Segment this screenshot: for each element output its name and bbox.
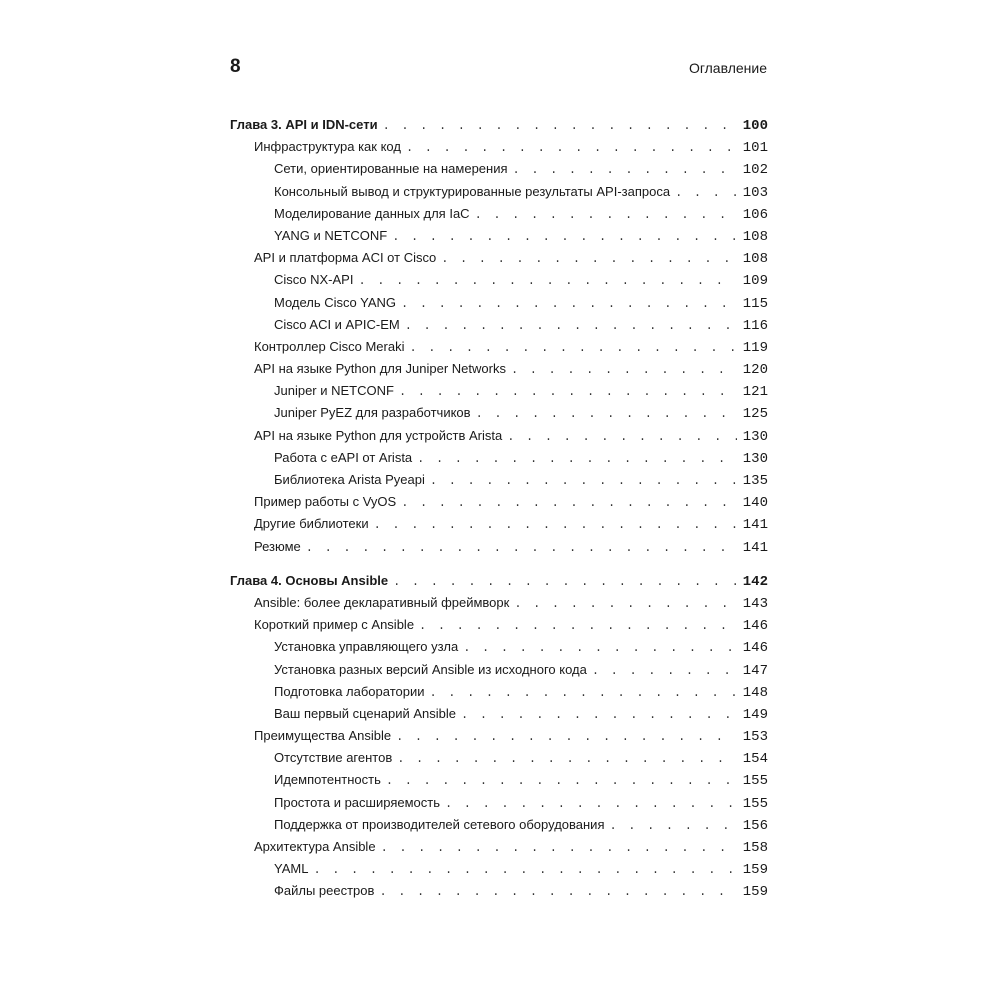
toc-entry-page: 155 <box>742 773 768 790</box>
toc-entry-title: Работа с eAPI от Arista <box>274 449 413 465</box>
toc-section <box>230 494 768 516</box>
toc-subsection <box>230 861 768 883</box>
toc-entry-title: Подготовка лаборатории <box>274 683 425 699</box>
toc-entry-page: 142 <box>742 573 768 590</box>
toc-subsection <box>230 295 768 317</box>
dot-leader <box>445 797 737 811</box>
toc-entry-title: Глава 3. API и IDN-сети <box>230 117 378 132</box>
dot-leader <box>313 863 736 877</box>
toc-entry-title: Ваш первый сценарий Ansible <box>274 705 457 721</box>
toc-subsection <box>230 272 768 294</box>
toc-subsection <box>230 472 768 494</box>
toc-entry-title: Cisco ACI и APIC-EM <box>274 316 400 332</box>
dot-leader <box>379 885 736 899</box>
toc-entry-title: API на языке Python для Juniper Networks <box>254 361 506 377</box>
toc-subsection <box>230 184 768 206</box>
toc-entry-page: 159 <box>742 862 768 879</box>
dot-leader <box>592 664 737 678</box>
toc-entry-page: 146 <box>742 640 768 657</box>
toc-entry-page: 154 <box>742 751 768 768</box>
toc-entry-page: 108 <box>742 228 768 245</box>
toc-entry-page: 103 <box>742 184 768 201</box>
toc-entry-page: 159 <box>742 884 768 901</box>
toc-entry-title: Juniper PyEZ для разработчиков <box>274 405 471 421</box>
toc-entry-title: Простота и расширяемость <box>274 794 440 810</box>
toc-entry-title: YAML <box>274 861 309 877</box>
dot-leader <box>475 208 737 222</box>
toc-entry-title: Пример работы с VyOS <box>254 494 397 510</box>
toc-entry-title: Идемпотентность <box>274 772 381 788</box>
dot-leader <box>417 452 737 466</box>
toc-subsection <box>230 383 768 405</box>
toc-entry-title: Cisco NX-API <box>274 272 354 288</box>
toc-entry-page: 115 <box>742 295 768 312</box>
dot-leader <box>399 385 737 399</box>
toc-entry-page: 121 <box>742 384 768 401</box>
toc-entry-page: 141 <box>742 517 768 534</box>
dot-leader <box>358 274 736 288</box>
toc-subsection <box>230 772 768 794</box>
toc-subsection <box>230 817 768 839</box>
toc-entry-title: Ansible: более декларативный фреймворк <box>254 594 510 610</box>
toc-section <box>230 539 768 561</box>
toc-subsection <box>230 883 768 905</box>
dot-leader <box>397 752 737 766</box>
toc-entry-page: 116 <box>742 317 768 334</box>
toc-entry-page: 149 <box>742 706 768 723</box>
toc-entry-page: 130 <box>742 428 768 445</box>
dot-leader <box>383 119 737 133</box>
dot-leader <box>406 141 737 155</box>
toc-entry-page: 130 <box>742 450 768 467</box>
toc-entry-title: Консольный вывод и структурированные результаты API-запроса <box>274 183 671 199</box>
toc-entry-title: Файлы реестров <box>274 883 375 899</box>
dot-leader <box>393 575 737 589</box>
toc-entry-title: Другие библиотеки <box>254 516 369 532</box>
toc-section <box>230 428 768 450</box>
dot-leader <box>511 363 737 377</box>
toc-entry-page: 140 <box>742 495 768 512</box>
toc-entry-title: Инфраструктура как код <box>254 139 401 155</box>
toc-entry-page: 155 <box>742 795 768 812</box>
toc-section <box>230 595 768 617</box>
toc-entry-page: 148 <box>742 684 768 701</box>
toc-subsection <box>230 450 768 472</box>
toc-section <box>230 617 768 639</box>
dot-leader <box>396 730 737 744</box>
toc-subsection <box>230 662 768 684</box>
toc-entry-page: 153 <box>742 729 768 746</box>
dot-leader <box>675 186 737 200</box>
toc-chapter-heading <box>230 117 768 139</box>
toc-entry-title: Отсутствие агентов <box>274 750 393 766</box>
dot-leader <box>401 297 737 311</box>
toc-entry-title: Поддержка от производителей сетевого оборудования <box>274 816 605 832</box>
dot-leader <box>430 474 737 488</box>
dot-leader <box>609 819 736 833</box>
toc-entry-title: Моделирование данных для IaC <box>274 205 470 221</box>
toc-subsection <box>230 206 768 228</box>
toc-entry-title: Резюме <box>254 538 301 554</box>
toc-subsection <box>230 750 768 772</box>
toc-subsection <box>230 706 768 728</box>
toc-entry-title: Контроллер Cisco Meraki <box>254 338 405 354</box>
toc-entry-title: Преимущества Ansible <box>254 728 392 744</box>
toc-entry-page: 102 <box>742 162 768 179</box>
toc-entry-title: Сети, ориентированные на намерения <box>274 161 508 177</box>
toc-subsection <box>230 317 768 339</box>
dot-leader <box>441 252 737 266</box>
dot-leader <box>405 319 737 333</box>
toc-entry-page: 101 <box>742 140 768 157</box>
dot-leader <box>392 230 737 244</box>
toc-entry-title: YANG и NETCONF <box>274 227 388 243</box>
toc-subsection <box>230 161 768 183</box>
toc-entry-page: 120 <box>742 362 768 379</box>
toc-entry-title: Juniper и NETCONF <box>274 383 394 399</box>
dot-leader <box>386 774 737 788</box>
toc-entry-title: API и платформа ACI от Cisco <box>254 250 437 266</box>
toc-section <box>230 339 768 361</box>
toc-entry-title: Модель Cisco YANG <box>274 294 397 310</box>
toc-section <box>230 250 768 272</box>
toc-chapter <box>230 117 768 561</box>
toc-entry-page: 109 <box>742 273 768 290</box>
toc-entry-title: Установка управляющего узла <box>274 639 459 655</box>
dot-leader <box>430 686 737 700</box>
toc-chapter <box>230 573 768 906</box>
dot-leader <box>514 597 736 611</box>
dot-leader <box>476 407 737 421</box>
toc-entry-page: 147 <box>742 662 768 679</box>
dot-leader <box>513 163 737 177</box>
toc-entry-title: Библиотека Arista Pyeapi <box>274 472 425 487</box>
toc-entry-page: 100 <box>742 118 768 134</box>
toc-entry-page: 125 <box>742 406 768 423</box>
running-head: Оглавление <box>688 60 767 76</box>
dot-leader <box>507 430 737 444</box>
toc-section <box>230 516 768 538</box>
toc-section <box>230 139 768 161</box>
toc-entry-title: Установка разных версий Ansible из исходного кода <box>274 661 587 677</box>
table-of-contents <box>230 117 768 918</box>
toc-entry-page: 158 <box>742 840 768 856</box>
toc-subsection <box>230 684 768 706</box>
toc-entry-page: 108 <box>742 251 768 268</box>
dot-leader <box>461 708 737 722</box>
toc-section <box>230 839 768 861</box>
toc-entry-title: Архитектура Ansible <box>254 839 376 854</box>
dot-leader <box>306 541 737 555</box>
dot-leader <box>463 641 737 655</box>
toc-entry-page: 135 <box>742 473 768 489</box>
toc-subsection <box>230 405 768 427</box>
dot-leader <box>401 496 737 510</box>
dot-leader <box>381 841 737 855</box>
toc-entry-page: 106 <box>742 206 768 223</box>
dot-leader <box>419 619 737 633</box>
toc-entry-page: 146 <box>742 618 768 635</box>
toc-entry-title: API на языке Python для устройств Arista <box>254 427 503 443</box>
page-number: 8 <box>230 56 241 77</box>
toc-section <box>230 728 768 750</box>
toc-subsection <box>230 639 768 661</box>
toc-entry-title: Короткий пример с Ansible <box>254 617 415 633</box>
toc-entry-page: 119 <box>742 339 768 356</box>
dot-leader <box>409 341 736 355</box>
dot-leader <box>374 518 737 532</box>
toc-subsection <box>230 228 768 250</box>
toc-entry-title: Глава 4. Основы Ansible <box>230 572 389 588</box>
toc-section <box>230 361 768 383</box>
toc-entry-page: 141 <box>742 539 768 556</box>
toc-subsection <box>230 795 768 817</box>
toc-entry-page: 143 <box>742 595 768 612</box>
toc-entry-page: 156 <box>742 817 768 834</box>
toc-chapter-heading <box>230 573 768 595</box>
